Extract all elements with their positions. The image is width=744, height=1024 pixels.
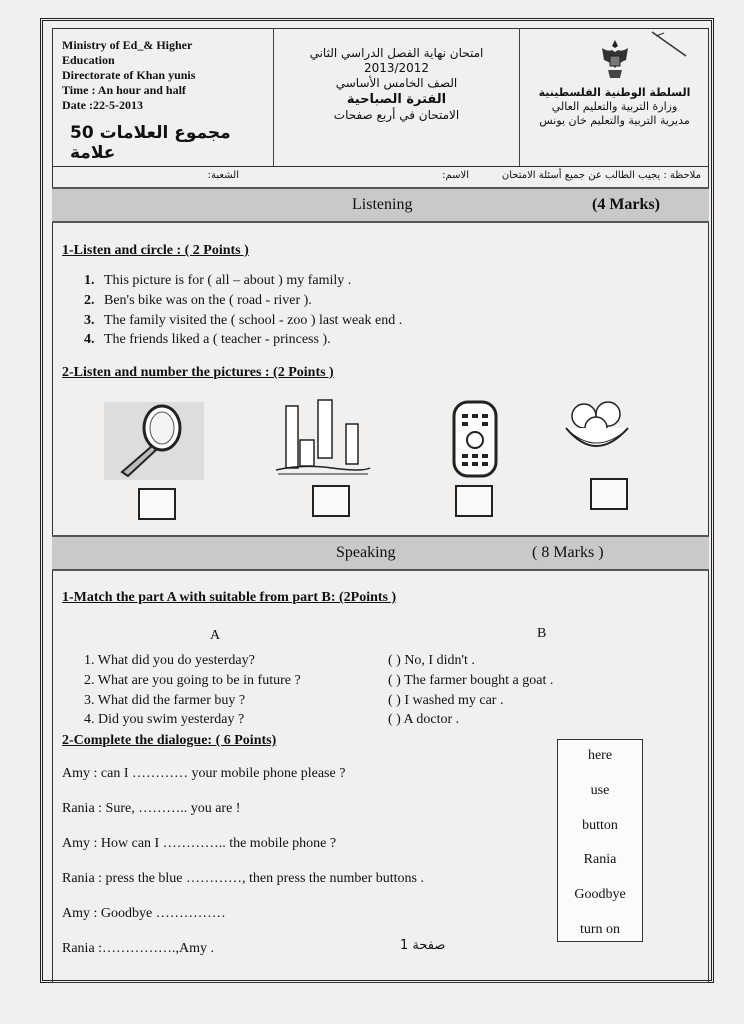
header-middle (274, 28, 520, 166)
exam-pages: الامتحان في أربع صفحات (333, 108, 460, 122)
ruins-picture-icon (272, 396, 372, 478)
ministry-line: Ministry of Ed_& Higher (62, 38, 193, 52)
word-bank-item: Goodbye (574, 887, 626, 902)
exam-grade: الصف الخامس الأساسي (335, 76, 458, 90)
picture-2-answer-box[interactable] (312, 485, 350, 517)
match-a-4: 4. Did you swim yesterday ? (84, 712, 245, 727)
match-b-3[interactable]: ( ) I washed my car . (388, 693, 504, 708)
exam-year: 2013/2012 (363, 61, 430, 75)
authority-name: السلطة الوطنية الفلسطينية (538, 86, 691, 99)
listening-bar (52, 187, 709, 223)
match-a-1: 1. What did you do yesterday? (84, 653, 255, 668)
word-bank-item: use (590, 783, 610, 798)
instruction-note: ملاحظة : يجيب الطالب عن جميع أسئلة الامتحان (501, 170, 701, 181)
header-left (52, 28, 274, 166)
dialogue-line-1: Amy : can I ………… your mobile phone please ? (62, 766, 346, 781)
date-line: Date :22-5-2013 (62, 98, 143, 112)
dialogue-line-3: Amy : How can I ………….. the mobile phone ? (62, 836, 337, 851)
word-bank (557, 739, 643, 942)
header-right (520, 28, 709, 166)
mirror-picture-icon (104, 402, 204, 480)
directorate-line: Directorate of Khan yunis (62, 68, 196, 82)
fruit-bowl-picture-icon (562, 398, 632, 462)
ministry-name-ar: وزارة التربية والتعليم العالي (551, 100, 678, 113)
column-b-label: B (537, 626, 547, 641)
education-line: Education (62, 53, 115, 67)
picture-4-answer-box[interactable] (590, 478, 628, 510)
listen-item-2: 2. Ben's bike was on the ( road - river ). (84, 293, 312, 308)
marks-total: مجموع العلامات 50 علامة (70, 123, 231, 163)
exam-session: الفترة الصباحية (346, 92, 447, 107)
listen-circle-heading: 1-Listen and circle : ( 2 Points ) (62, 243, 249, 258)
column-a-label: A (210, 628, 221, 643)
name-label: الاسم: (442, 170, 469, 181)
speaking-title: Speaking (336, 544, 396, 561)
dialogue-line-2: Rania : Sure, ……….. you are ! (62, 801, 241, 816)
dialogue-heading: 2-Complete the dialogue: ( 6 Points) (62, 733, 277, 748)
time-line: Time : An hour and half (62, 83, 186, 97)
listen-item-1: 1. This picture is for ( all – about ) my family . (84, 273, 352, 288)
word-bank-item: Rania (583, 852, 617, 867)
picture-3-answer-box[interactable] (455, 485, 493, 517)
word-bank-item: here (587, 748, 613, 763)
speaking-bar (52, 535, 709, 571)
picture-1-answer-box[interactable] (138, 488, 176, 520)
dialogue-line-6: Rania :…………….,Amy . (62, 941, 215, 956)
match-a-3: 3. What did the farmer buy ? (84, 693, 246, 708)
word-bank-item: button (582, 818, 618, 833)
page-number: صفحة 1 (400, 938, 446, 953)
speaking-marks: ( 8 Marks ) (532, 544, 604, 561)
directorate-name-ar: مديرية التربية والتعليم خان يونس (539, 114, 690, 127)
eagle-emblem-icon (598, 38, 632, 80)
listen-item-3: 3. The family visited the ( school - zoo ) last weak end . (84, 313, 403, 328)
listening-marks: (4 Marks) (592, 196, 660, 213)
listen-number-heading: 2-Listen and number the pictures : (2 Points ) (62, 365, 334, 380)
match-a-2: 2. What are you going to be in future ? (84, 673, 301, 688)
remote-control-picture-icon (450, 400, 500, 480)
note-row (52, 166, 709, 186)
match-b-2[interactable]: ( ) The farmer bought a goat . (388, 673, 554, 688)
exam-header (52, 28, 709, 167)
listen-item-4: 4. The friends liked a ( teacher - princess ). (84, 332, 331, 347)
match-heading: 1-Match the part A with suitable from part B: (2Points ) (62, 590, 397, 605)
section-label: الشعبة: (207, 170, 239, 181)
exam-title: امتحان نهاية الفصل الدراسي الثاني (309, 46, 484, 60)
match-b-1[interactable]: ( ) No, I didn't . (388, 653, 475, 668)
word-bank-item: turn on (579, 922, 621, 937)
dialogue-line-4: Rania : press the blue …………, then press the number buttons . (62, 871, 424, 886)
match-b-4[interactable]: ( ) A doctor . (388, 712, 460, 727)
listening-title: Listening (352, 196, 413, 213)
dialogue-line-5: Amy : Goodbye …………… (62, 906, 226, 921)
